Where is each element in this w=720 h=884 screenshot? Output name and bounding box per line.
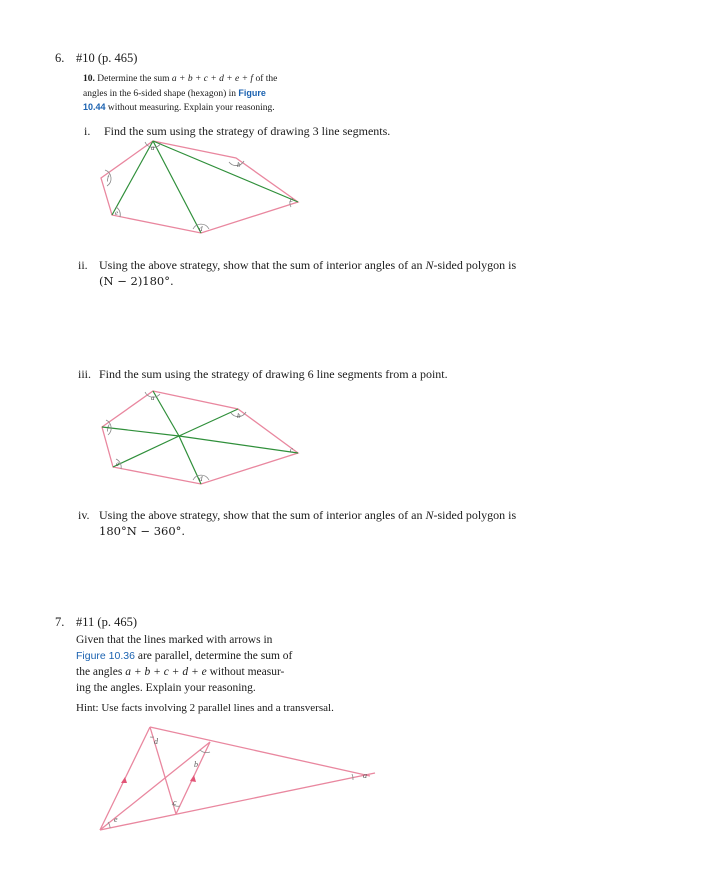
- question-text: are parallel, determine the sum of: [134, 650, 293, 662]
- question-line: ing the angles. Explain your reasoning.: [76, 682, 256, 694]
- angle-sum-expression: a + b + c + d + e: [125, 666, 207, 678]
- part-iv-formula: 180°N − 360°.: [99, 524, 186, 538]
- question-number: 10.: [83, 74, 95, 84]
- variable-n: N: [425, 258, 434, 272]
- angle-arc: [352, 774, 353, 780]
- problem-7-number: 7.: [55, 615, 65, 629]
- angle-label-d: d: [199, 225, 203, 233]
- problem-6-number: 6.: [55, 51, 65, 65]
- parallel-arrow-icon: [121, 777, 127, 783]
- diagonal-segment: [153, 141, 298, 202]
- parallel-lines-figure: [90, 722, 380, 837]
- transversal-line: [150, 727, 370, 776]
- angle-label-e: e: [114, 815, 118, 824]
- angle-label-b: b: [237, 161, 241, 169]
- question-text: without measuring. Explain your reasoning.: [105, 103, 275, 113]
- part-ii-label: ii.: [78, 258, 88, 272]
- part-ii-text-start: Using the above strategy, show that the sum of interior angles of an: [99, 258, 426, 272]
- angle-label-c: c: [290, 446, 294, 454]
- figure-link[interactable]: Figure 10.36: [76, 650, 135, 662]
- diagonal-segment: [112, 141, 153, 215]
- part-ii-formula: (N − 2)180°.: [99, 274, 174, 288]
- part-iv-text: [99, 508, 516, 523]
- angle-label-b: b: [194, 760, 198, 769]
- angle-label-d: d: [199, 475, 203, 483]
- angle-label-c: c: [290, 196, 294, 204]
- part-i-label: i.: [84, 124, 91, 138]
- hexagon-figure-six-segments: [90, 386, 310, 496]
- part-ii-text: [99, 258, 516, 273]
- part-iv-text-start: Using the above strategy, show that the sum of interior angles of an: [99, 508, 426, 522]
- hexagon-outline: [102, 391, 298, 484]
- part-iii-text: Find the sum using the strategy of drawing 6 line segments from a point.: [99, 367, 448, 381]
- variable-n: N: [425, 508, 434, 522]
- hexagon-figure-three-segments: [90, 134, 310, 244]
- question-text: of the: [253, 74, 278, 84]
- angle-label-e: e: [115, 209, 119, 217]
- radial-segment: [179, 436, 201, 484]
- radial-segment: [179, 436, 298, 453]
- hexagon-outline: [101, 141, 298, 233]
- figure-link-number[interactable]: 10.44: [83, 102, 106, 112]
- problem-7-reference: #11 (p. 465): [76, 615, 137, 629]
- question-text: the angles: [76, 666, 126, 678]
- angle-label-d: d: [154, 737, 158, 746]
- parallel-arrow-icon: [190, 775, 196, 782]
- problem-6-reference: #10 (p. 465): [76, 51, 138, 65]
- diagonal-segment: [153, 141, 201, 233]
- angle-label-b: b: [237, 412, 241, 420]
- hint-text: Hint: Use facts involving 2 parallel lines and a transversal.: [76, 702, 334, 714]
- angle-label-e: e: [116, 460, 120, 468]
- part-iii-label: iii.: [78, 367, 92, 381]
- question-text: Determine the sum: [97, 74, 172, 84]
- textbook-question-10: [83, 73, 277, 116]
- radial-segment: [102, 427, 179, 436]
- radial-segment: [153, 391, 179, 436]
- angle-label-f: f: [107, 424, 109, 432]
- part-iv-text-end: -sided polygon is: [433, 508, 517, 522]
- part-iv-label: iv.: [78, 508, 90, 522]
- transversal-line: [100, 773, 375, 830]
- radial-segment: [113, 436, 179, 467]
- angle-sum-expression: a + b + c + d + e + f: [171, 74, 254, 84]
- question-text: angles in the 6-sided shape (hexagon) in: [83, 88, 239, 99]
- angle-label-a: a: [363, 771, 367, 780]
- angle-label-a: a: [151, 394, 155, 402]
- angle-label-f: f: [107, 174, 109, 182]
- problem-7-question: [76, 632, 292, 696]
- radial-segment: [179, 409, 238, 436]
- figure-link[interactable]: Figure: [238, 87, 266, 98]
- question-line: Given that the lines marked with arrows in: [76, 634, 273, 646]
- part-i-text: Find the sum using the strategy of drawing 3 line segments.: [104, 124, 391, 138]
- angle-label-a: a: [151, 144, 155, 152]
- angle-label-c: c: [173, 798, 177, 807]
- question-text: without measur-: [206, 666, 285, 678]
- part-ii-text-end: -sided polygon is: [433, 258, 517, 272]
